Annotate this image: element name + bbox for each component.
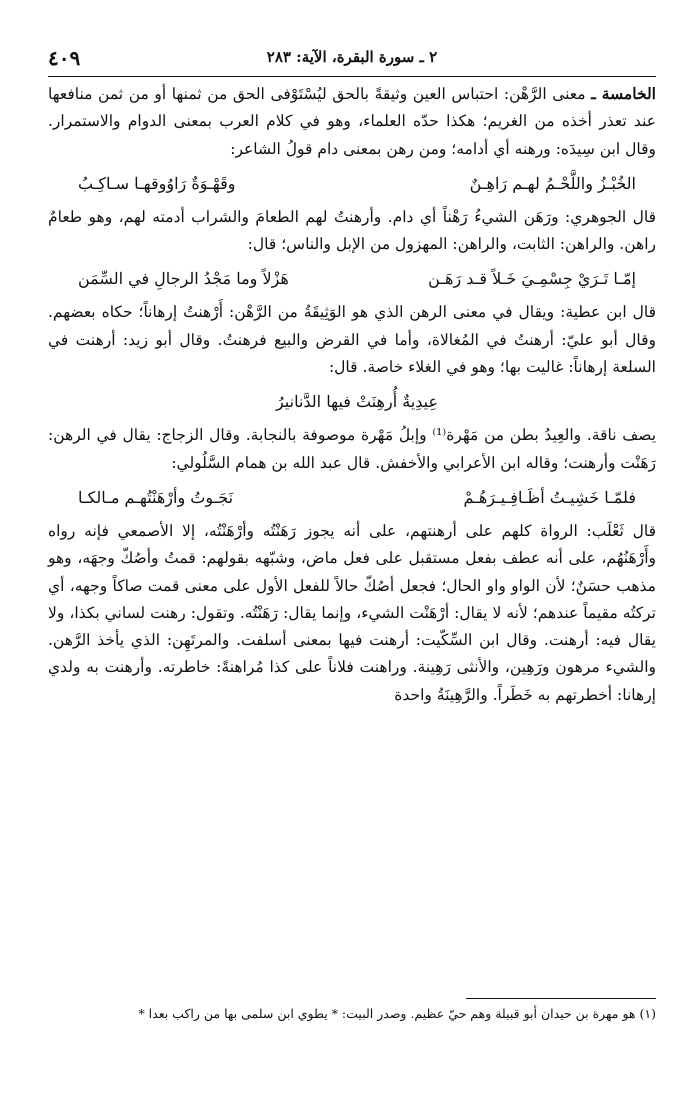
verse-1 (78, 167, 636, 200)
main-text (48, 80, 656, 709)
header-rule (48, 76, 656, 77)
book-page (48, 40, 656, 1097)
verse-4 (78, 481, 636, 514)
verse-second-hemistich: هَزْلاً وما مَجْدُ الرجالِ في السِّمَن (78, 269, 289, 289)
verse-3 (78, 385, 636, 418)
paragraph-camel: يصف ناقة. والعِيدُ بطن من مَهْرة⁽¹⁾ وإبلُ مَهْرة موصوفة بالنجابة. وقال الزجاج: يقال في الرهن: رَهَنْت وأرهنت؛ وقاله ابن الأعرابي والأخفش. قال عبد الله بن همام السَّلُولي: (48, 426, 657, 472)
verse-first-hemistich: فلمّـا خَشِيـتُ أظَـافِـيـرَهُـمْ (463, 487, 636, 507)
paragraph-thalab: قال ثَعْلَب: الرواة كلهم على أرهنتهم، على أنه يجوز رَهَنْتُه وأرْهَنْتُه، إلا الأصمعي فإنه رواه وأَرْهَنُهُم، على أنه عطف بفعل مستقبل على فعل ماض، وشبّهه بقولهم: قمتُ وأصُكّ وجهَه، وهو مذهب حسَنٌ؛ لأن الواو واو الحال؛ فجعل أصُكّ حالاً للفعل الأول على معنى قمت صاكاً وجهه، أي تركتُه مقيماً عندهم؛ لأنه لا يقال: أرْهَنْت الشيء، وإنما يقال: رَهَنْتُه. وتقول: رهنت لساني بكذا، ولا يقال فيه: أرهنت. وقال ابن السِّكّيت: أرهنت فيها بمعنى أسلفت. والمرتَهِن: الذي يأخذ الرَّهن. والشيء مرهون ورَهِين، والأنثى رَهِينة. وراهنت فلاناً على كذا مُراهنةً: خاطرته. وأرهنت به ولدي إرهانا: أخطرتهم به خَطَراً. والرَّهِينَةُ واحدة (48, 521, 656, 704)
section-label: الخامسة ـ (591, 84, 656, 103)
verse-first-hemistich: الخُبْـزُ واللَّحْـمُ لهـم رَاهِـنٌ (469, 173, 636, 193)
footnote-rule (466, 998, 656, 999)
verse-single: عِيدِيةٌ أُرهِنَتْ فيها الدَّنانيرُ (275, 392, 439, 412)
verse-second-hemistich: نَجَـوتُ وأرْهَنْتُهـم مـالكـا (78, 487, 234, 507)
page-header (48, 40, 656, 80)
running-title: ٢ ـ سورة البقرة، الآية: ٢٨٣ (266, 48, 438, 66)
paragraph-jawhari: قال الجوهري: ورَهَن الشيءُ رَهْناً أي دام. وأرهنتُ لهم الطعامَ والشراب أدمته لهم، وهو طعامٌ راهن. والراهن: الثابت، والراهن: المهزول من الإبل والناس؛ قال: (48, 207, 656, 254)
footnote: (١) هو مهرة بن حيدان أبو قبيلة وهم حيّ عظيم. وصدر البيت: * يطوي ابن سلمى بها من راكب بعدا * (138, 1006, 656, 1021)
page-number: ٤٠٩ (48, 46, 81, 70)
verse-2 (78, 262, 636, 295)
verse-first-hemistich: إمّـا تَـرَيْ جِسْمِـيَ خَـلاً قـد رَهَـن (428, 269, 636, 289)
paragraph-text: معنى الرَّهْن: احتباس العين وثيقةً بالحق ليُسْتَوْفى الحق من ثمنها أو من ثمن منافعها عند تعذر أخذه من الغريم؛ هكذا حدّه العلماء، وهو في كلام العرب بمعنى الدوام والاستمرار. وقال ابن سِيدَه: ورهنه أي أدامه؛ ومن رهن بمعنى دام قولُ الشاعر: (48, 85, 656, 158)
paragraph-ibn-atiyya: قال ابن عطية: ويقال في معنى الرهن الذي هو الوَثِيقَةُ من الرَّهْن: أَرْهنتُ إرهاناً؛ حكاه بعضهم. وقال أبو عليّ: أرهنتُ في المُغالاة، وأما في القرض والبيع فرهنتُ. وقال أبو زيد: أرهنت في السلعة إرهاناً: غاليت بها؛ وهو في الغلاء خاصة. قال: (48, 303, 656, 377)
paragraph-fifth (48, 80, 656, 163)
verse-second-hemistich: وقَهْـوَةٌ رَاوُوقهـا سـاكِـبُ (78, 173, 236, 193)
